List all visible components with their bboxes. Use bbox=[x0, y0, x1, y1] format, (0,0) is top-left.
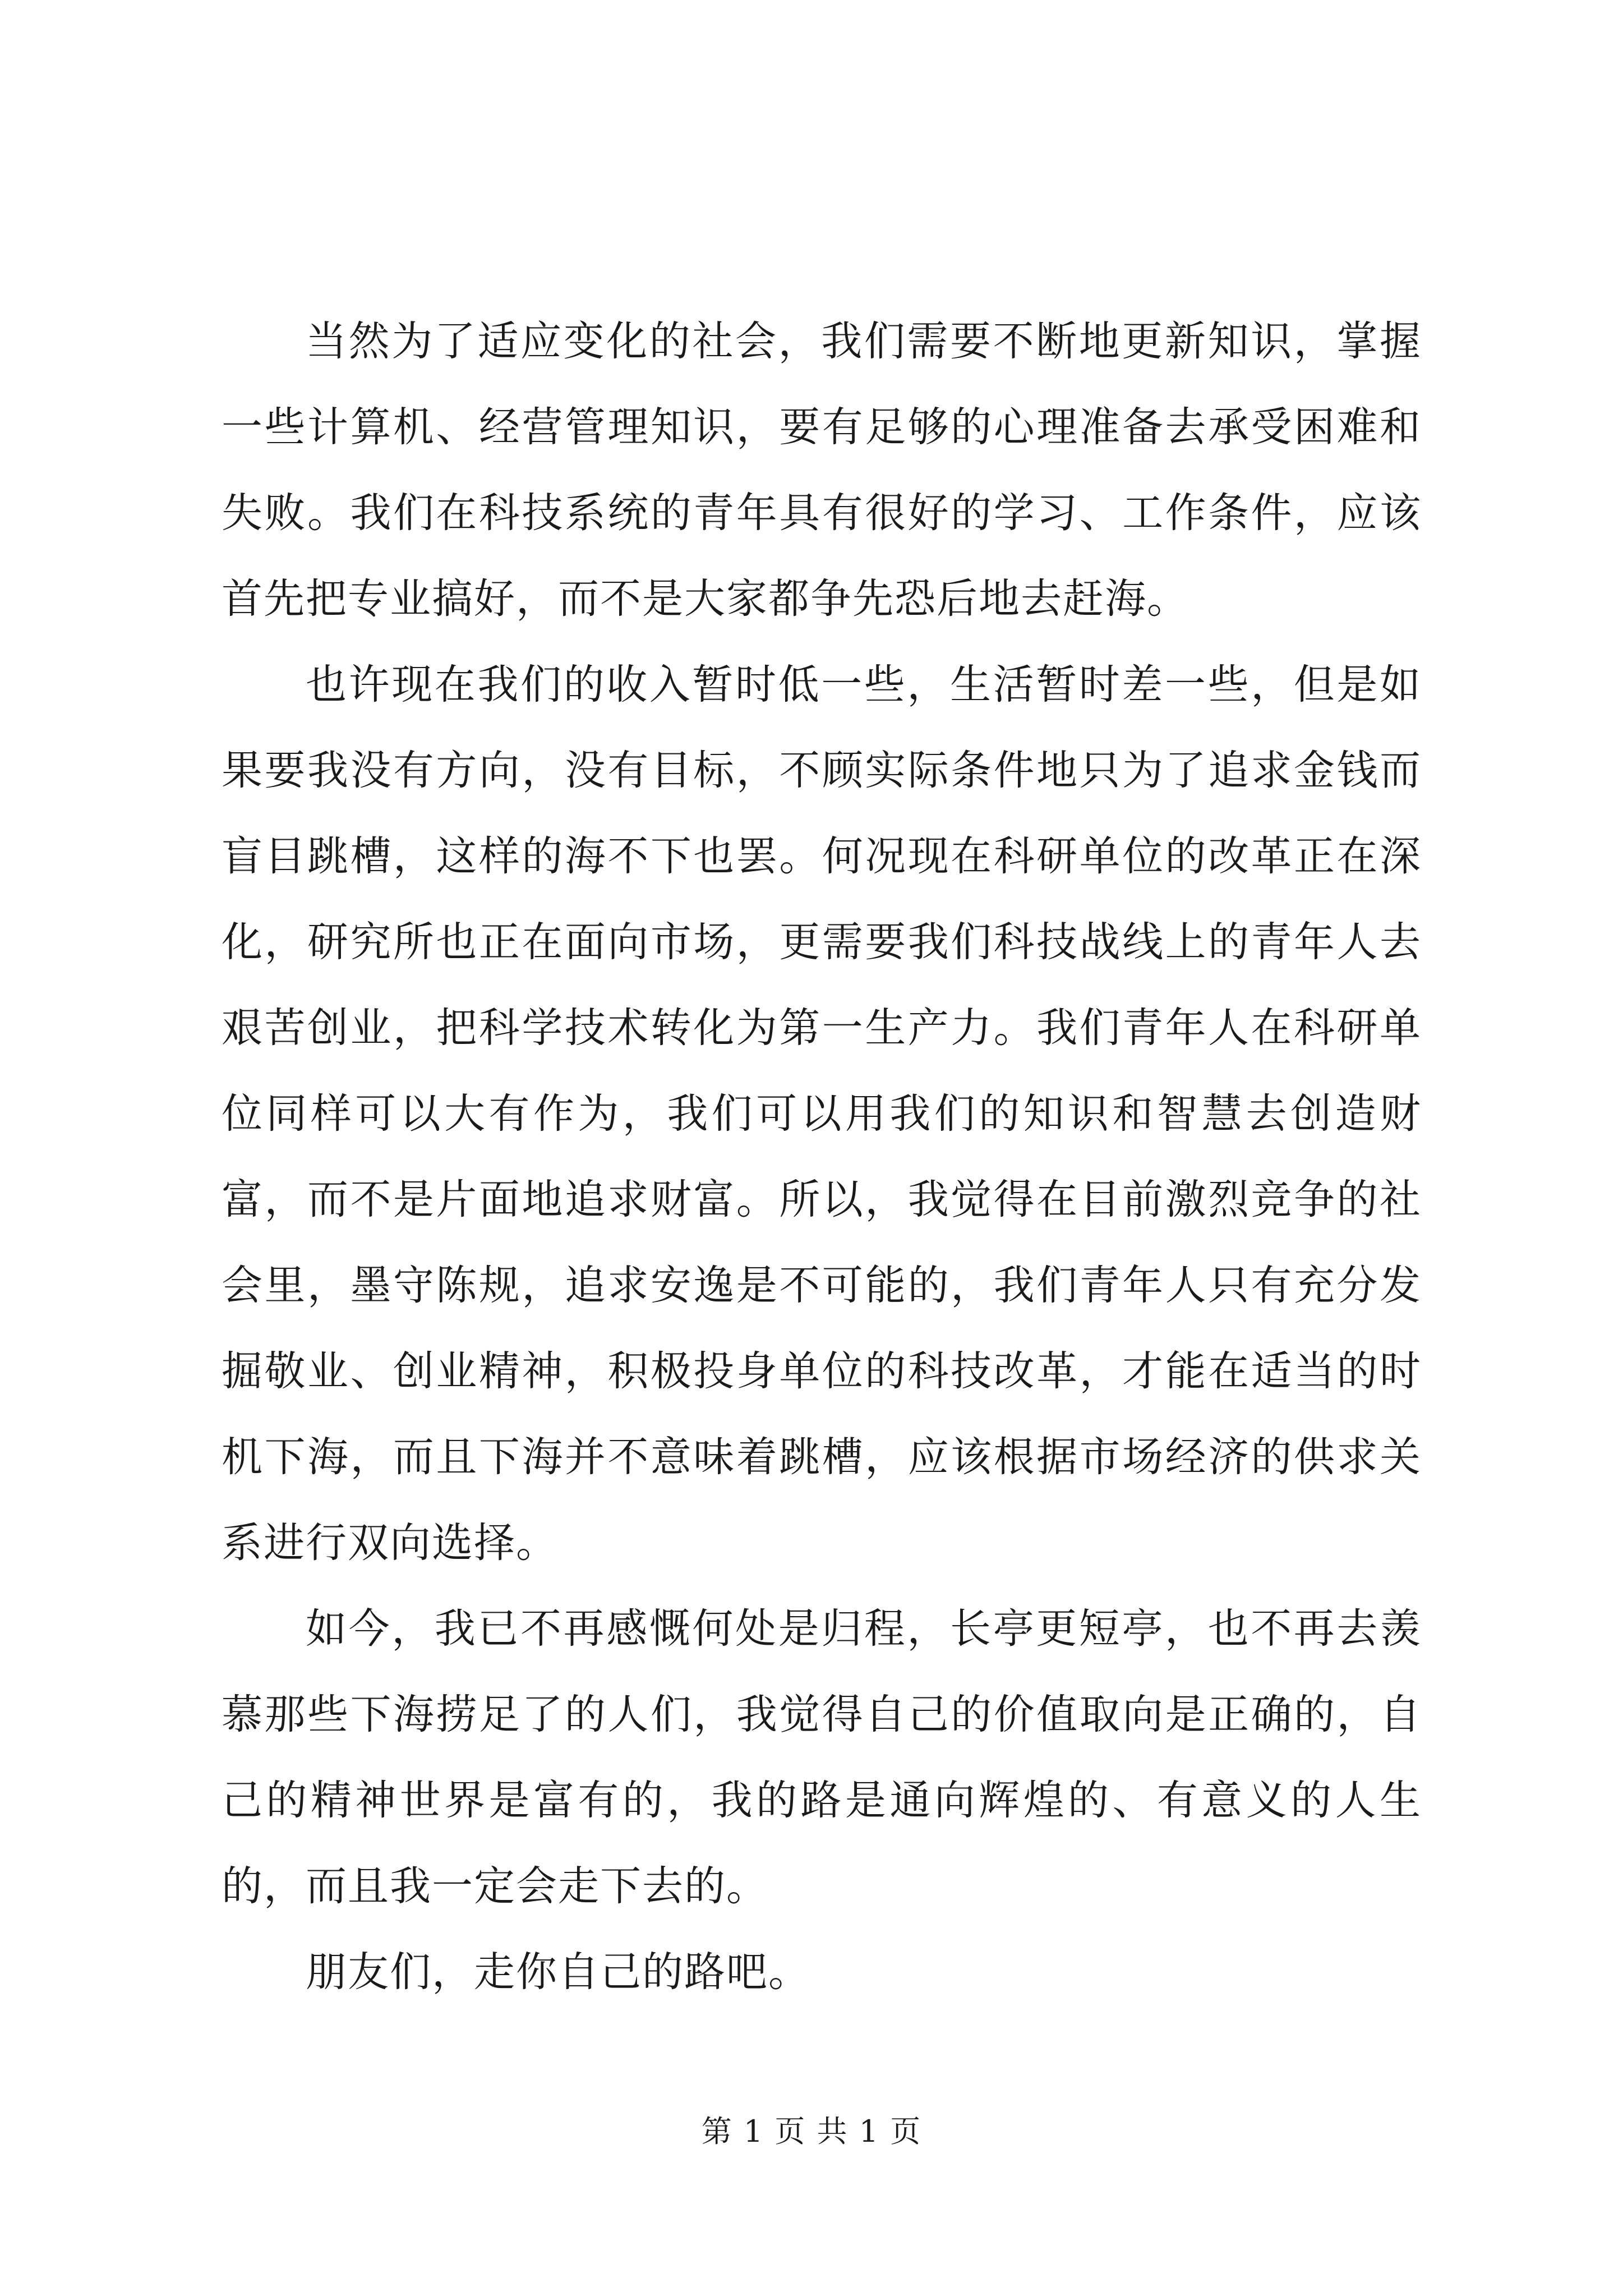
paragraph-4: 朋友们，走你自己的路吧。 bbox=[306, 1948, 810, 1996]
document-body bbox=[222, 298, 1422, 2015]
paragraph-2: 也许现在我们的收入暂时低一些，生活暂时差一些，但是如果要我没有方向，没有目标，不顾实际条件地只为了追求金钱而盲目跳槽，这样的海不下也罢。何况现在科研单位的改革正在深化，研究所也正在面向市场，更需要我们科技战线上的青年人去艰苦创业，把科学技术转化为第一生产力。我们青年人在科研单位同样可以大有作为，我们可以用我们的知识和智慧去创造财富，而不是片面地追求财富。所以，我觉得在目前激烈竞争的社会里，墨守陈规，追求安逸是不可能的，我们青年人只有充分发掘敬业、创业精神，积极投身单位的科技改革，才能在适当的时机下海，而且下海并不意味着跳槽，应该根据市场经济的供求关系进行双向选择。 bbox=[222, 661, 1422, 1567]
paragraph-1: 当然为了适应变化的社会，我们需要不断地更新知识，掌握一些计算机、经营管理知识，要有足够的心理准备去承受困难和失败。我们在科技系统的青年具有很好的学习、工作条件，应该首先把专业搞好，而不是大家都争先恐后地去赶海。 bbox=[222, 318, 1422, 623]
page-number-label: 第 1 页 共 1 页 bbox=[701, 2114, 922, 2149]
paragraph-3: 如今，我已不再感慨何处是归程，长亭更短亭，也不再去羡慕那些下海捞足了的人们，我觉得自己的价值取向是正确的，自己的精神世界是富有的，我的路是通向辉煌的、有意义的人生的，而且我一定会走下去的。 bbox=[222, 1605, 1422, 1910]
page-footer bbox=[0, 2109, 1623, 2154]
